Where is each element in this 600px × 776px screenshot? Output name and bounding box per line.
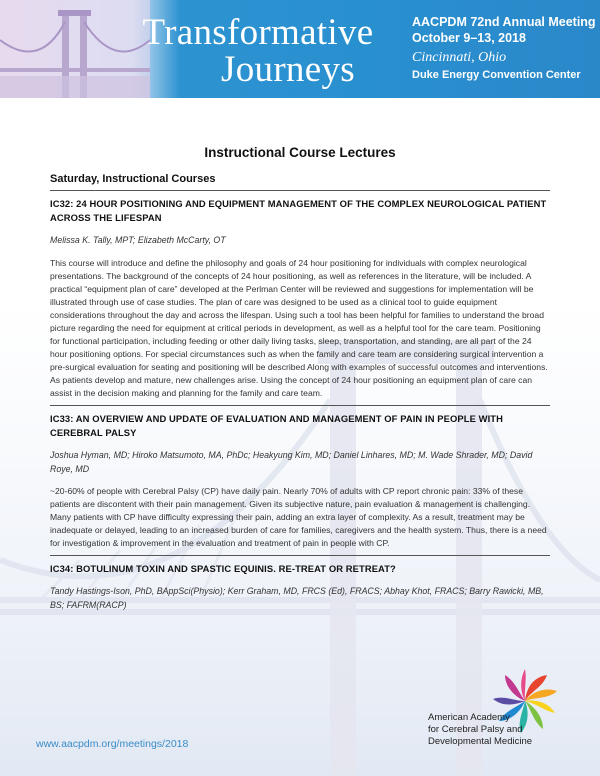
course-ic34	[50, 562, 550, 612]
org-line: Developmental Medicine	[428, 736, 533, 747]
header-banner	[0, 0, 600, 98]
divider	[50, 555, 550, 556]
course-description: ~20-60% of people with Cerebral Palsy (CP) have daily pain. Nearly 70% of adults with CP report chronic pain: 33% of these patients are discontent with their pain management. Given its subjective nature, pain evaluation & management is challenging. Many patients with CP have difficulty expressing their pain, adding an extra layer of complexity. As a result, treatment may be inadequate or delayed, leading to an increased burden of care for families, caregivers and the health system. Thus, there is a need for investigation & improvement in the evaluation and treatment of pain in people with CP.	[50, 486, 547, 549]
meeting-venue: Duke Energy Convention Center	[412, 69, 581, 81]
course-ic32	[50, 197, 550, 400]
course-authors: Joshua Hyman, MD; Hiroko Matsumoto, MA, PhDc; Heakyung Kim, MD; Daniel Linhares, MD; M. Wade Shrader, MD; David Roye, MD	[50, 450, 533, 474]
banner-title	[122, 14, 394, 88]
org-line: for Cerebral Palsy and	[428, 724, 523, 735]
main-content	[50, 170, 550, 612]
section-heading: Saturday, Instructional Courses	[50, 173, 216, 185]
banner-title-line1: Transformative	[142, 12, 374, 53]
course-description: This course will introduce and define the philosophy and goals of 24 hour positioning for individuals with complex neurological presentations. The background of the concepts of 24 hour positioning, as well as references in the literature, will be included. A practical “equipment plan of care” developed at the Perlman Center will be reviewed and suggestions for implementation will be illustrated through use of case studies. The plan of care was designed to be used as a clinical tool to guide equipment considerations throughout the day and across the lifespan. Using such a tool has been helpful for families to understand the broad picture regarding the need for equipment at critical periods in development, as well as a helpful tool for the care team. Positioning for functional participation, including feeding or other daily living tasks, sleep, transportation, and standing, are all part of the 24 hour positioning options. For special circumstances such as when the family and care team are considering surgical intervention a pre-surgical evaluation for seating and positioning will be described Along with examples of successful outcomes and interventions. As patients develop and mature, new challenges arise. Using the concept of 24 hour positioning an equipment plan of care can assist in the decision making and planning for the family and care team.	[50, 257, 548, 398]
course-title: IC32: 24 HOUR POSITIONING AND EQUIPMENT MANAGEMENT OF THE COMPLEX NEUROLOGICAL PATIENT ACROSS THE LIFESPAN	[50, 198, 547, 223]
course-ic33	[50, 412, 550, 550]
org-line: American Academy	[428, 712, 510, 723]
course-authors: Tandy Hastings-Ison, PhD, BAppSci(Physio); Kerr Graham, MD, FRCS (Ed), FRACS; Abhay Khot, FRACS; Barry Rawicki, MB, BS; FAFRM(RACP)	[50, 586, 544, 610]
course-title: IC33: AN OVERVIEW AND UPDATE OF EVALUATION AND MANAGEMENT OF PAIN IN PEOPLE WITH CEREBRAL PALSY	[50, 413, 503, 439]
meeting-name: AACPDM 72nd Annual Meeting	[412, 15, 596, 29]
course-authors: Melissa K. Tally, MPT; Elizabeth McCarty, OT	[50, 235, 226, 245]
meeting-dates: October 9–13, 2018	[412, 31, 526, 45]
banner-title-line2: Journeys	[221, 49, 355, 90]
footer-url-link[interactable]: www.aacpdm.org/meetings/2018	[36, 738, 189, 750]
divider	[50, 190, 550, 191]
page-title: Instructional Course Lectures	[204, 145, 396, 160]
divider	[50, 405, 550, 406]
meeting-city: Cincinnati, Ohio	[412, 50, 507, 65]
meeting-info	[412, 14, 596, 82]
organization-name	[428, 712, 588, 748]
course-title: IC34: BOTULINUM TOXIN AND SPASTIC EQUINIS. RE-TREAT OR RETREAT?	[50, 563, 396, 575]
